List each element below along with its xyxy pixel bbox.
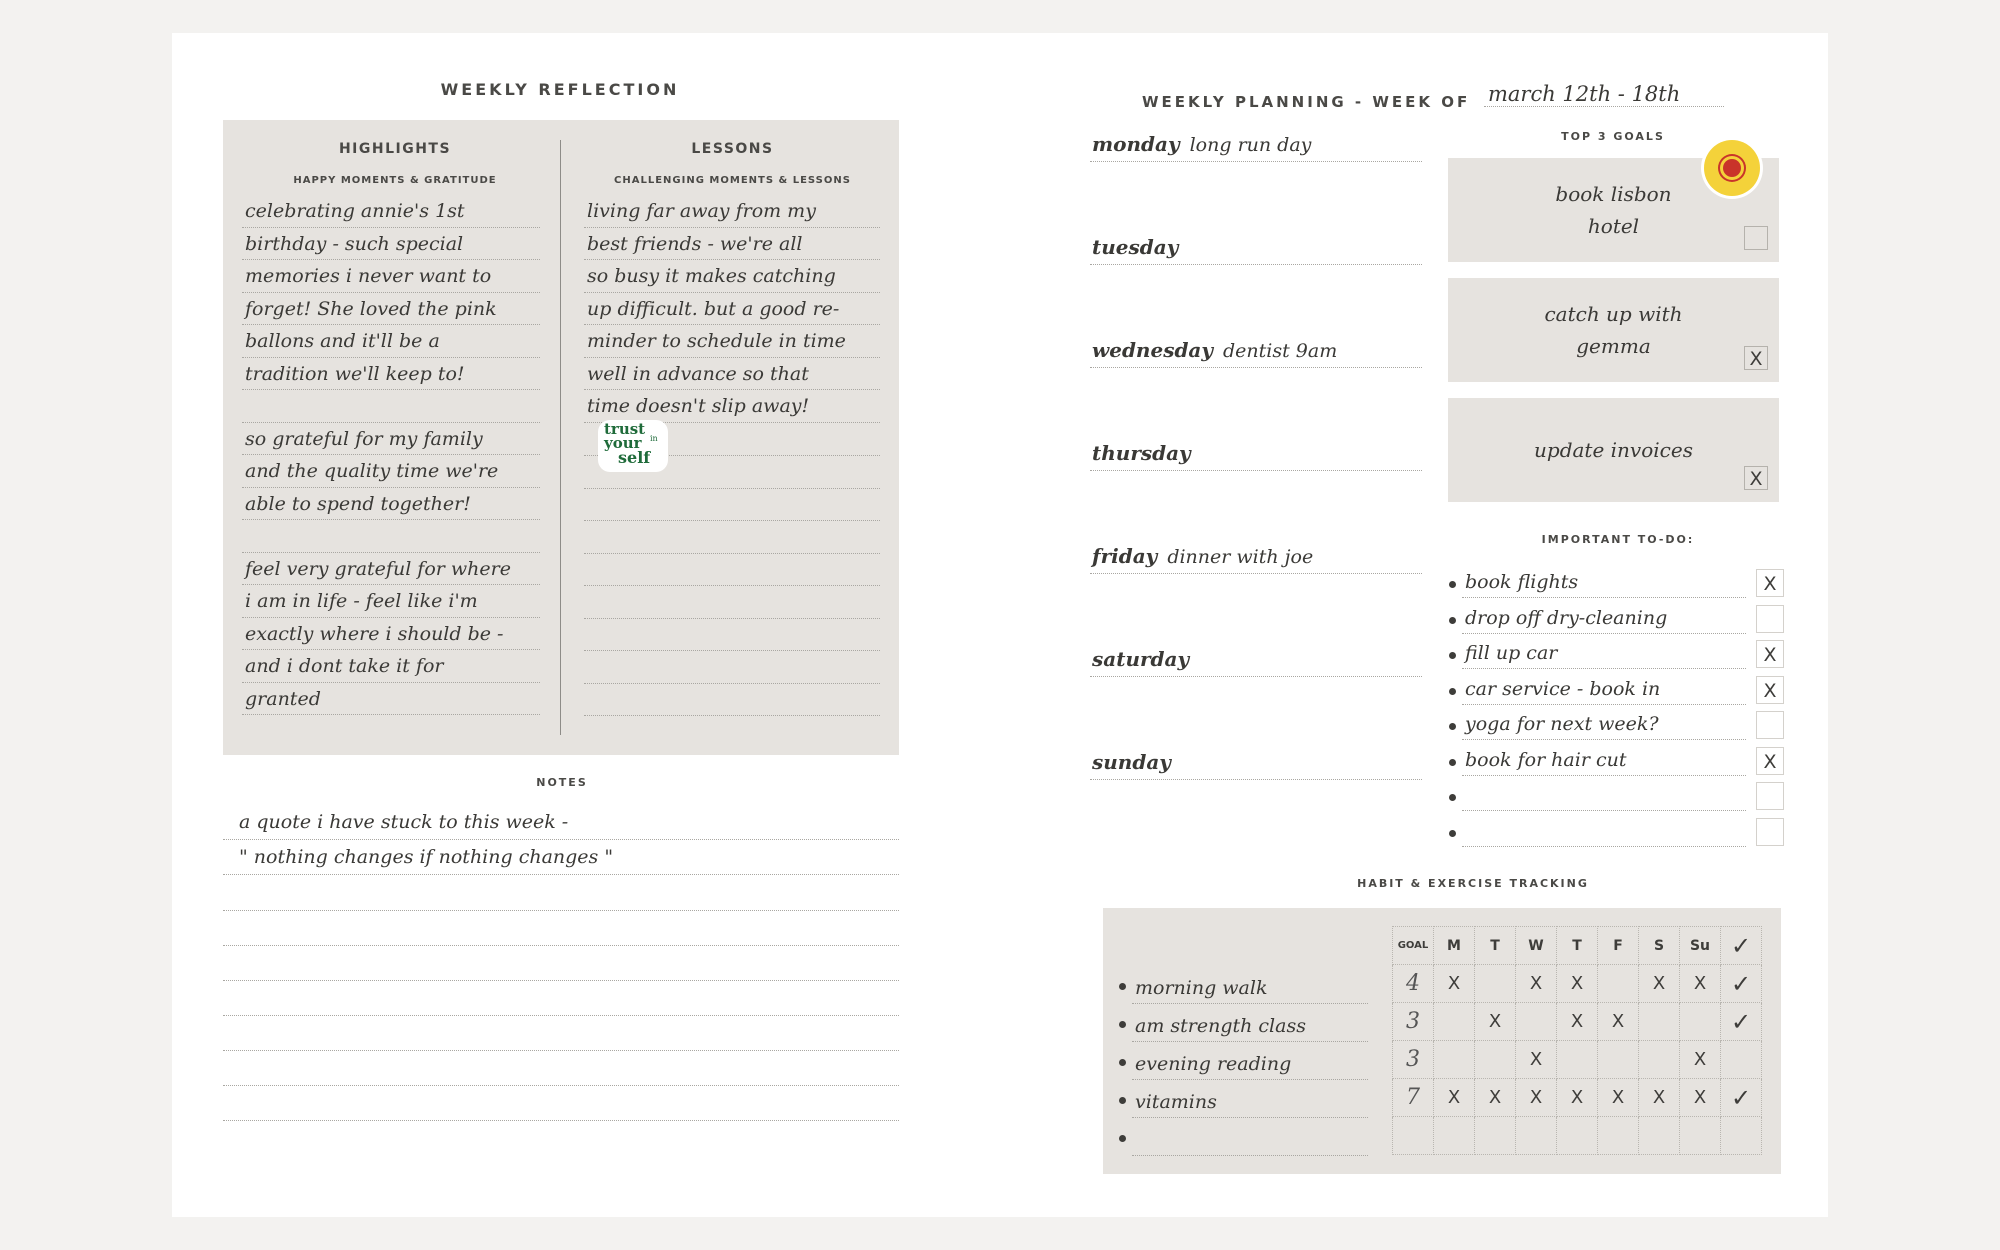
habit-column-header: S [1639, 927, 1680, 965]
habit-day-cell[interactable] [1434, 1117, 1475, 1155]
habit-column-header: T [1557, 927, 1598, 965]
ruled-line [223, 1050, 899, 1051]
habit-column-header: T [1475, 927, 1516, 965]
handwritten-line[interactable]: able to spend together! [242, 488, 540, 521]
handwritten-line[interactable]: minder to schedule in time [584, 325, 880, 358]
todo-item[interactable] [1462, 779, 1746, 811]
habit-day-cell[interactable] [1598, 965, 1639, 1003]
goal-checkbox-3[interactable]: X [1744, 466, 1768, 490]
habit-day-cell[interactable] [1639, 1003, 1680, 1041]
day-row-wednesday[interactable] [1090, 338, 1422, 368]
todo-bullet [1449, 652, 1456, 659]
habit-day-cell[interactable]: X [1434, 965, 1475, 1003]
handwritten-line[interactable]: and i dont take it for [242, 650, 540, 683]
handwritten-line[interactable] [242, 520, 540, 553]
handwritten-line[interactable]: feel very grateful for where [242, 553, 540, 586]
habit-bullet [1119, 983, 1126, 990]
ruled-line [584, 618, 880, 619]
lessons-heading: LESSONS [691, 141, 774, 157]
todo-heading: IMPORTANT TO-DO: [1541, 533, 1695, 546]
ruled-line [223, 910, 899, 911]
handwritten-line[interactable]: well in advance so that [584, 358, 880, 391]
day-note-friday[interactable]: dinner with joe [1167, 546, 1314, 568]
habit-table [1392, 926, 1762, 1155]
habit-done-cell[interactable]: ✓ [1721, 1079, 1762, 1117]
sticker-text-your: your [604, 434, 642, 452]
handwritten-line[interactable]: granted [242, 683, 540, 716]
ruled-line [584, 553, 880, 554]
day-label-saturday: saturday [1092, 647, 1190, 671]
habit-column-header: F [1598, 927, 1639, 965]
habit-day-cell[interactable]: X [1639, 965, 1680, 1003]
habit-column-header: W [1516, 927, 1557, 965]
habit-day-cell[interactable]: X [1557, 1079, 1598, 1117]
todo-item[interactable] [1462, 815, 1746, 847]
habit-goal-cell[interactable]: 3 [1393, 1003, 1434, 1041]
habit-day-cell[interactable]: X [1516, 1041, 1557, 1079]
todo-bullet [1449, 794, 1456, 801]
handwritten-line[interactable]: up difficult. but a good re- [584, 293, 880, 326]
day-row-thursday[interactable] [1090, 441, 1422, 471]
ruled-line [223, 1015, 899, 1016]
habit-column-header: Su [1680, 927, 1721, 965]
habit-goal-cell[interactable]: 4 [1393, 965, 1434, 1003]
handwritten-line[interactable]: i am in life - feel like i'm [242, 585, 540, 618]
day-label-tuesday: tuesday [1092, 235, 1179, 259]
habit-bullet [1119, 1135, 1126, 1142]
ruled-line [584, 650, 880, 651]
handwritten-line[interactable]: time doesn't slip away! [584, 390, 880, 423]
handwritten-line[interactable]: exactly where i should be - [242, 618, 540, 651]
ruled-line [584, 520, 880, 521]
habit-row [1393, 965, 1762, 1003]
ruled-line [223, 1085, 899, 1086]
handwritten-line[interactable]: memories i never want to [242, 260, 540, 293]
sticker-flower-icon [1723, 159, 1741, 177]
habit-day-cell[interactable] [1680, 1003, 1721, 1041]
handwritten-line[interactable]: celebrating annie's 1st [242, 195, 540, 228]
goal-text-line: catch up with [1544, 302, 1683, 326]
ruled-line [223, 945, 899, 946]
habit-day-cell[interactable] [1639, 1117, 1680, 1155]
todo-item[interactable]: fill up car [1462, 637, 1746, 669]
highlights-heading: HIGHLIGHTS [338, 141, 452, 157]
habit-done-cell[interactable]: ✓ [1721, 965, 1762, 1003]
todo-checkbox[interactable] [1756, 605, 1784, 633]
day-note-wednesday[interactable]: dentist 9am [1223, 340, 1338, 362]
habit-day-cell[interactable]: X [1680, 965, 1721, 1003]
habit-day-cell[interactable] [1475, 1041, 1516, 1079]
habit-day-cell[interactable] [1475, 965, 1516, 1003]
trust-yourself-sticker [600, 422, 666, 470]
day-label-thursday: thursday [1092, 441, 1191, 465]
habit-tracking-heading: HABIT & EXERCISE TRACKING [1357, 877, 1589, 890]
habit-day-cell[interactable]: X [1557, 1003, 1598, 1041]
habit-day-cell[interactable]: X [1598, 1079, 1639, 1117]
goal-text-line: hotel [1587, 214, 1640, 238]
day-label-friday: friday [1092, 544, 1158, 568]
goal-text-line: book lisbon [1555, 182, 1672, 206]
habit-day-cell[interactable] [1598, 1041, 1639, 1079]
goal-checkbox-1[interactable] [1744, 226, 1768, 250]
todo-bullet [1449, 830, 1456, 837]
todo-bullet [1449, 688, 1456, 695]
handwritten-line[interactable]: tradition we'll keep to! [242, 358, 540, 391]
day-note-tuesday[interactable] [1178, 237, 1188, 259]
day-label-wednesday: wednesday [1092, 338, 1214, 362]
habit-goal-cell[interactable]: 7 [1393, 1079, 1434, 1117]
weekly-planning-title: WEEKLY PLANNING - WEEK OF [1142, 93, 1471, 111]
reflection-divider [560, 140, 561, 735]
todo-item[interactable]: yoga for next week? [1462, 708, 1746, 740]
habit-goal-cell[interactable] [1393, 1117, 1434, 1155]
notes-line[interactable]: " nothing changes if nothing changes " [223, 840, 899, 875]
habit-bullet [1119, 1097, 1126, 1104]
habit-name[interactable]: vitamins [1132, 1082, 1368, 1118]
day-note-monday[interactable]: long run day [1189, 134, 1312, 156]
goal-checkbox-2[interactable]: X [1744, 346, 1768, 370]
todo-bullet [1449, 581, 1456, 588]
day-row-saturday[interactable] [1090, 647, 1422, 677]
habit-header-row [1393, 927, 1762, 965]
handwritten-line[interactable]: forget! She loved the pink [242, 293, 540, 326]
day-note-sunday[interactable] [1171, 752, 1181, 774]
lessons-subheading: CHALLENGING MOMENTS & LESSONS [614, 175, 851, 186]
habit-bullet [1119, 1059, 1126, 1066]
day-note-saturday[interactable] [1189, 649, 1199, 671]
habit-day-cell[interactable]: X [1434, 1079, 1475, 1117]
notes-heading: NOTES [536, 776, 588, 789]
notes-line[interactable]: a quote i have stuck to this week - [223, 805, 899, 840]
handwritten-line[interactable]: birthday - such special [242, 228, 540, 261]
day-row-monday[interactable] [1090, 132, 1422, 162]
habit-row [1393, 1041, 1762, 1079]
habit-day-cell[interactable]: X [1475, 1079, 1516, 1117]
week-of-value[interactable]: march 12th - 18th [1484, 82, 1724, 107]
ruled-line [223, 1120, 899, 1121]
habit-name[interactable]: morning walk [1132, 968, 1368, 1004]
day-label-sunday: sunday [1092, 750, 1171, 774]
habit-column-header: ✓ [1721, 927, 1762, 965]
sticker-text-in: in [650, 434, 658, 443]
habit-day-cell[interactable]: X [1680, 1041, 1721, 1079]
habit-name[interactable] [1132, 1120, 1368, 1156]
handwritten-line[interactable]: so grateful for my family [242, 423, 540, 456]
habit-done-cell[interactable]: ✓ [1721, 1003, 1762, 1041]
habit-done-cell[interactable] [1721, 1117, 1762, 1155]
todo-checkbox[interactable] [1756, 818, 1784, 846]
habit-day-cell[interactable] [1434, 1041, 1475, 1079]
habit-column-header: GOAL [1393, 927, 1434, 965]
todo-checkbox[interactable] [1756, 782, 1784, 810]
todo-item[interactable]: drop off dry-cleaning [1462, 602, 1746, 634]
habit-day-cell[interactable]: X [1680, 1079, 1721, 1117]
habit-day-cell[interactable] [1434, 1003, 1475, 1041]
habit-day-cell[interactable] [1516, 1117, 1557, 1155]
habit-day-cell[interactable]: X [1516, 1079, 1557, 1117]
habit-done-cell[interactable] [1721, 1041, 1762, 1079]
habit-row [1393, 1003, 1762, 1041]
habit-day-cell[interactable] [1680, 1117, 1721, 1155]
habit-row [1393, 1117, 1762, 1155]
ruled-line [584, 585, 880, 586]
todo-checkbox[interactable] [1756, 711, 1784, 739]
todo-checkbox[interactable]: X [1756, 569, 1784, 597]
todo-checkbox[interactable]: X [1756, 676, 1784, 704]
day-note-thursday[interactable] [1191, 443, 1201, 465]
habit-day-cell[interactable] [1598, 1117, 1639, 1155]
habit-day-cell[interactable]: X [1475, 1003, 1516, 1041]
todo-item[interactable]: book for hair cut [1462, 744, 1746, 776]
ruled-line [584, 715, 880, 716]
habit-day-cell[interactable] [1516, 1003, 1557, 1041]
habit-day-cell[interactable] [1557, 1041, 1598, 1079]
habit-day-cell[interactable]: X [1598, 1003, 1639, 1041]
day-row-tuesday[interactable] [1090, 235, 1422, 265]
habit-column-header: M [1434, 927, 1475, 965]
todo-bullet [1449, 759, 1456, 766]
weekly-reflection-title: WEEKLY REFLECTION [440, 80, 680, 99]
sticker-text-trust: trust [604, 420, 646, 438]
todo-checkbox[interactable]: X [1756, 747, 1784, 775]
habit-day-cell[interactable]: X [1516, 965, 1557, 1003]
handwritten-line[interactable]: so busy it makes catching [584, 260, 880, 293]
habit-goal-cell[interactable]: 3 [1393, 1041, 1434, 1079]
top-goals-heading: TOP 3 GOALS [1561, 130, 1665, 143]
habit-day-cell[interactable] [1475, 1117, 1516, 1155]
todo-bullet [1449, 723, 1456, 730]
habit-bullet [1119, 1021, 1126, 1028]
handwritten-line[interactable]: ballons and it'll be a [242, 325, 540, 358]
handwritten-line[interactable]: and the quality time we're [242, 455, 540, 488]
habit-row [1393, 1079, 1762, 1117]
goal-card-3 [1448, 398, 1779, 502]
todo-item[interactable]: book flights [1462, 566, 1746, 598]
handwritten-line[interactable] [242, 390, 540, 423]
goal-card-2 [1448, 278, 1779, 382]
ruled-line [584, 683, 880, 684]
ruled-line [584, 488, 880, 489]
ruled-line [223, 980, 899, 981]
handwritten-line[interactable]: living far away from my [584, 195, 880, 228]
habit-day-cell[interactable] [1557, 1117, 1598, 1155]
habit-day-cell[interactable]: X [1639, 1079, 1680, 1117]
todo-item[interactable]: car service - book in [1462, 673, 1746, 705]
todo-bullet [1449, 617, 1456, 624]
goal-text-line: update invoices [1534, 438, 1693, 462]
habit-name[interactable]: am strength class [1132, 1006, 1368, 1042]
habit-day-cell[interactable]: X [1557, 965, 1598, 1003]
goal-text-line: gemma [1576, 334, 1651, 358]
handwritten-line[interactable]: best friends - we're all [584, 228, 880, 261]
day-row-sunday[interactable] [1090, 750, 1422, 780]
todo-checkbox[interactable]: X [1756, 640, 1784, 668]
habit-day-cell[interactable] [1639, 1041, 1680, 1079]
day-row-friday[interactable] [1090, 544, 1422, 574]
you-are-doing-amazing-sticker [1704, 140, 1760, 196]
day-label-monday: monday [1092, 132, 1180, 156]
habit-name[interactable]: evening reading [1132, 1044, 1368, 1080]
highlights-subheading: HAPPY MOMENTS & GRATITUDE [293, 175, 497, 186]
sticker-text-self: self [618, 448, 651, 467]
